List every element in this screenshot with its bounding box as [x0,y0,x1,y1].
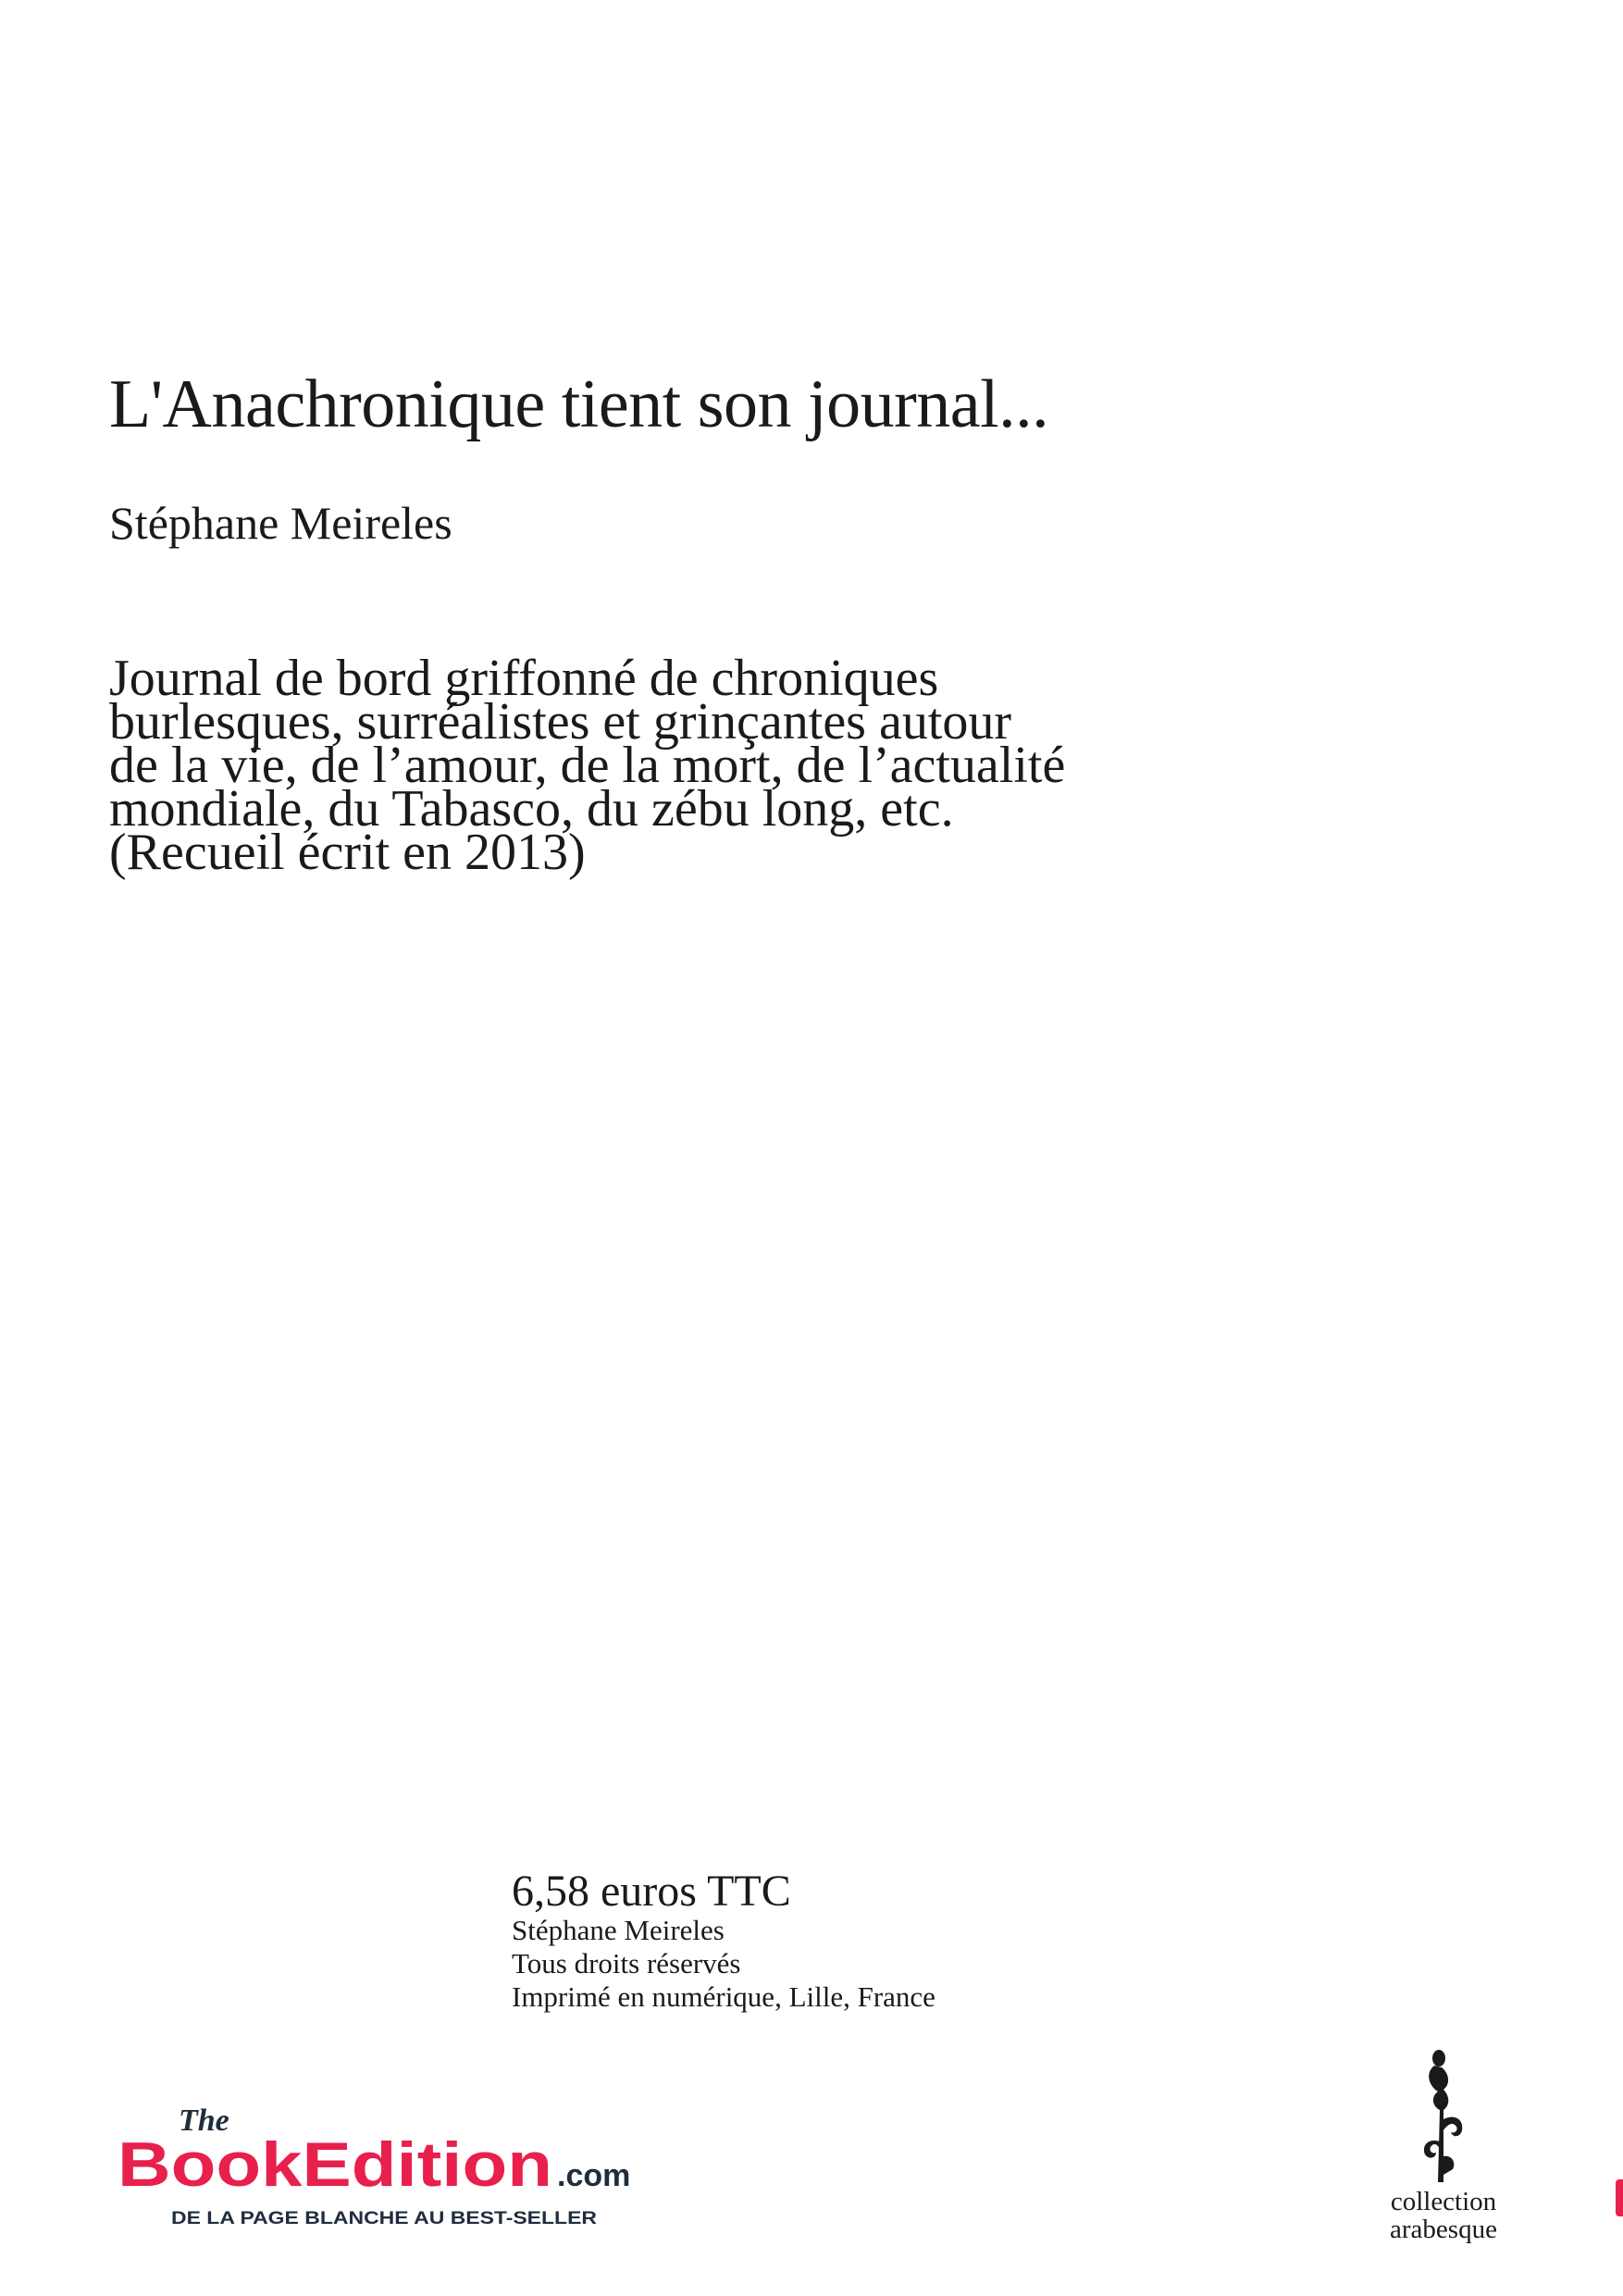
logo-tagline: DE LA PAGE BLANCHE AU BEST-SELLER [171,2209,598,2228]
imprint-author: Stéphane Meireles [512,1914,725,1946]
edge-mark [1616,2179,1623,2216]
blurb-line: de la vie, de l’amour, de la mort, de l’actualité [109,737,1066,794]
blurb-line: (Recueil écrit en 2013) [109,824,586,881]
imprint-block [512,1869,935,2014]
blurb-line: burlesques, surréalistes et grinçantes autour [109,693,1012,751]
logo-brand: BookEdition [118,2129,552,2200]
blurb-line: mondiale, du Tabasco, du zébu long, etc. [109,780,954,838]
book-title: L'Anachronique tient son journal... [109,366,1049,442]
blurb-line: Journal de bord griffonné de chroniques [109,650,939,707]
collection-line-2: arabesque [1390,2215,1497,2244]
collection-mark [1360,2045,1527,2243]
logo-tld: .com [557,2158,631,2193]
bookedition-logo [116,2101,671,2240]
arabesque-emblem-icon [1397,2045,1490,2184]
imprint-printing: Imprimé en numérique, Lille, France [512,1980,935,2013]
book-blurb [109,650,1266,881]
book-author: Stéphane Meireles [109,497,452,549]
collection-line-1: collection [1390,2187,1497,2216]
imprint-rights: Tous droits réservés [512,1947,741,1980]
price: 6,58 euros TTC [512,1867,791,1916]
logo-the: The [179,2104,229,2138]
